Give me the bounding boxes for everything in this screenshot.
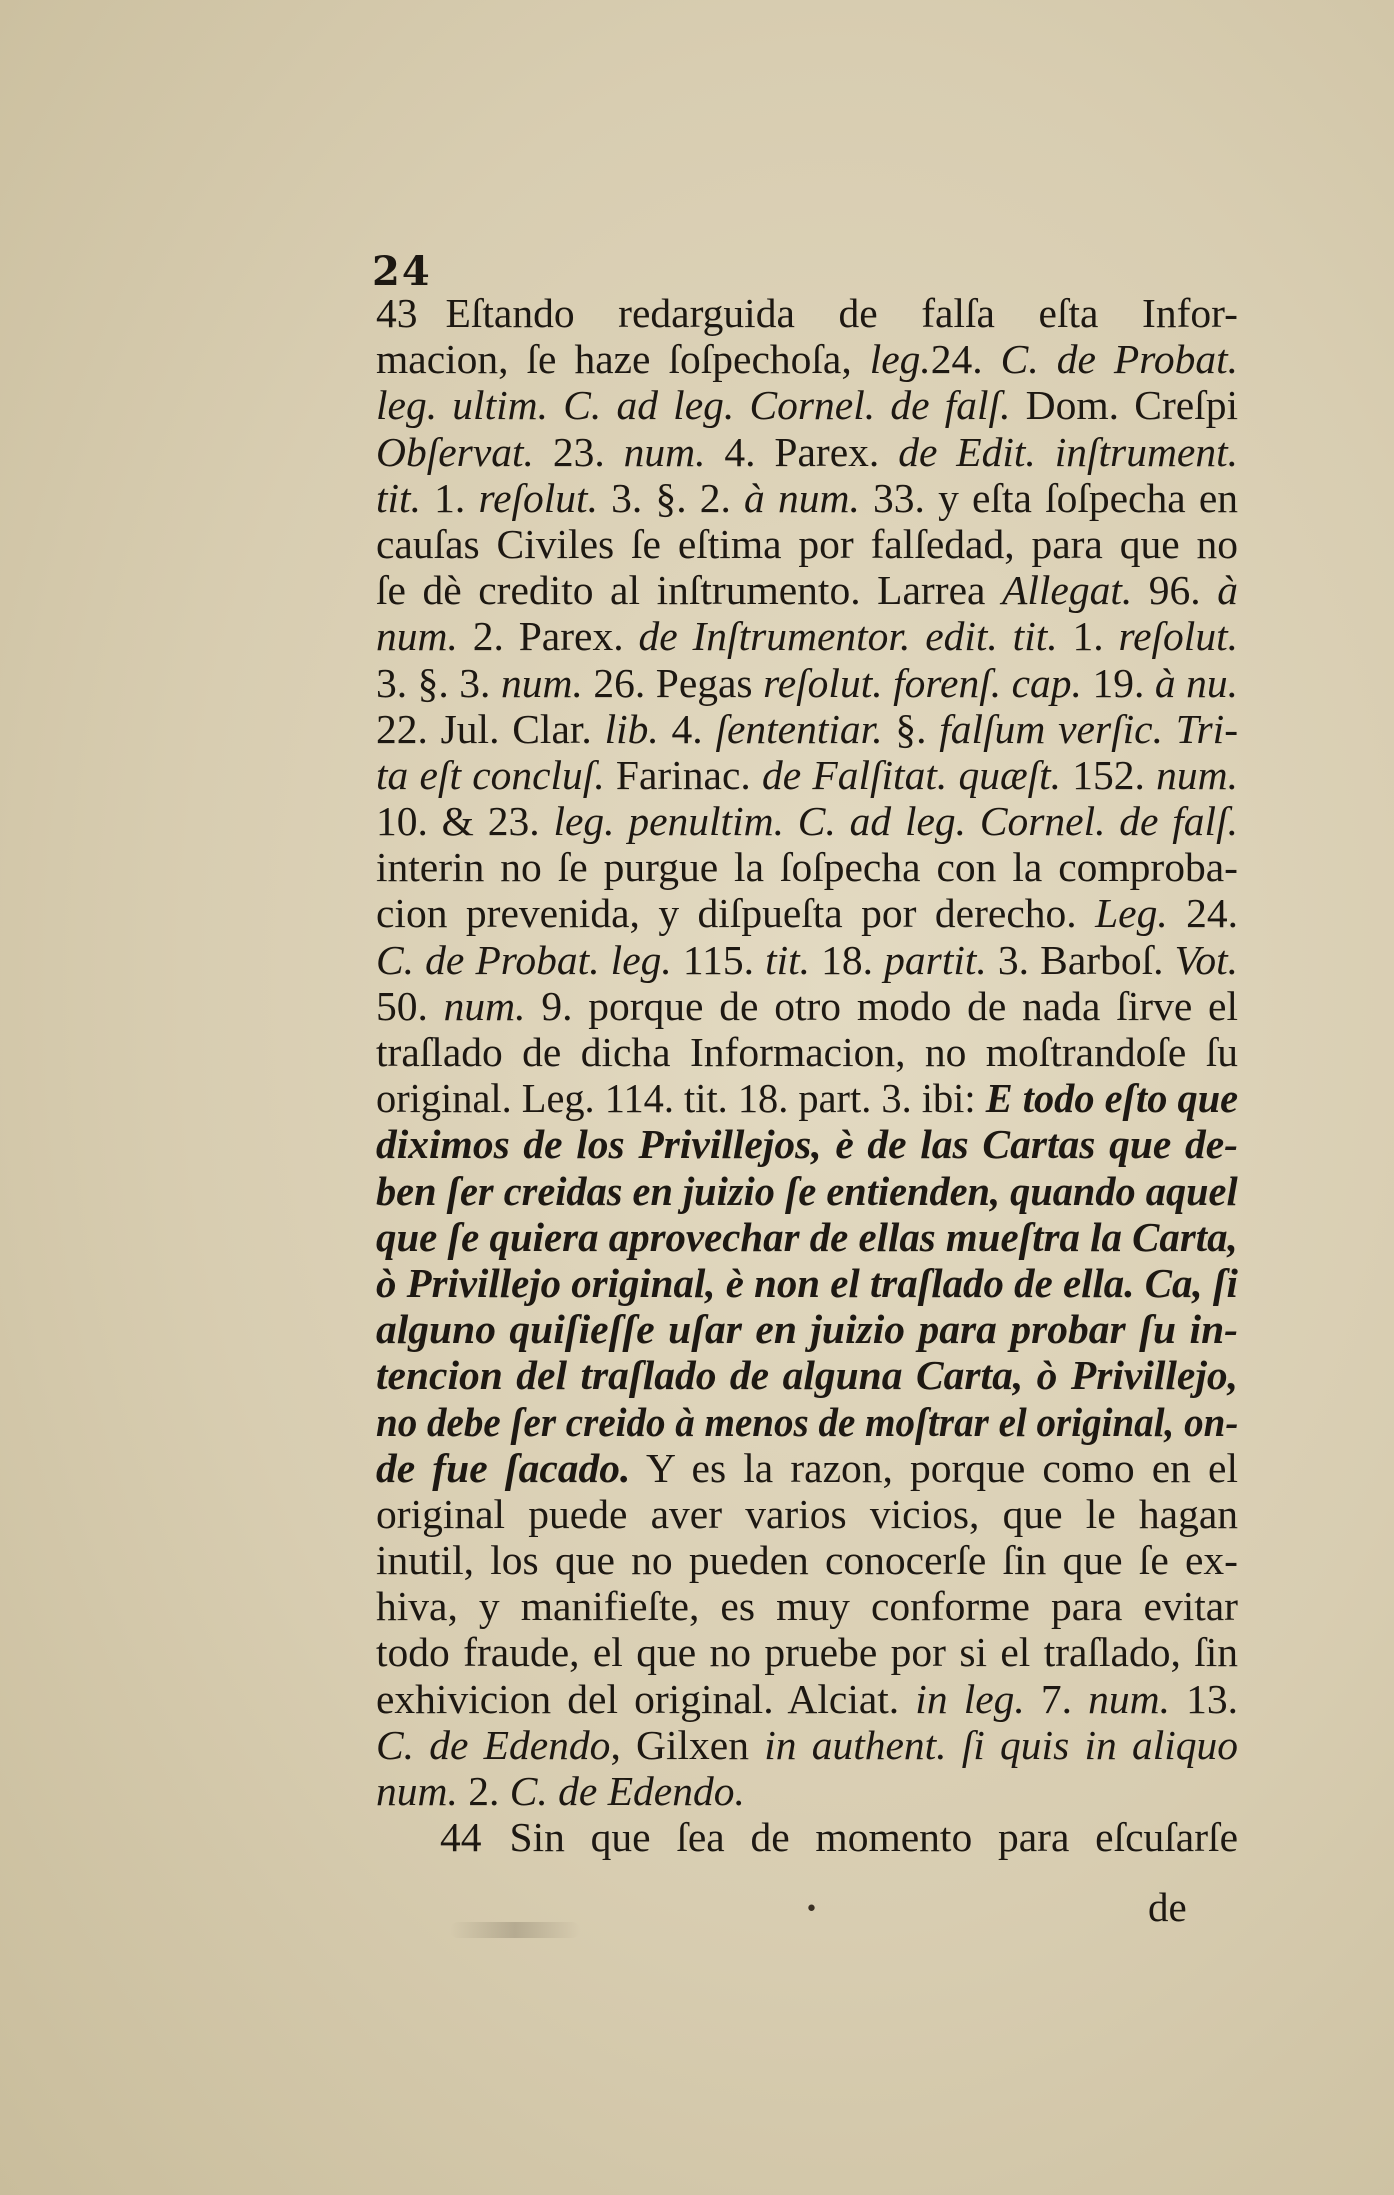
citation-text: num. (1088, 1675, 1171, 1722)
text-segment: macion, ſe haze ſoſpechoſa, (376, 336, 870, 383)
citation-text: C. de Edendo (376, 1721, 611, 1768)
text-line (376, 382, 1238, 428)
text-segment: 7. (1024, 1675, 1089, 1722)
quoted-text: E todo eſto que (985, 1075, 1239, 1122)
text-line (376, 890, 1238, 936)
text-segment: 10. & 23. (376, 798, 554, 845)
text-segment: ſe dè credito al inſtrumento. Larrea (376, 567, 1002, 614)
text-line (376, 706, 1238, 752)
citation-text: Allegat. (1001, 567, 1133, 614)
citation-text: num. (500, 659, 583, 706)
text-line (376, 290, 1238, 336)
text-segment: original puede aver varios vicios, que le hagan (376, 1490, 1238, 1537)
citation-text: tit. (765, 936, 811, 983)
citation-text: num. (376, 1768, 458, 1814)
text-segment: Dom. Creſpi (1010, 382, 1238, 429)
citation-text: tit. (376, 474, 421, 521)
citation-text: num. (443, 982, 526, 1029)
text-segment: Farinac. (604, 751, 762, 798)
quoted-text: tencion del traſlado de alguna Carta, ò Privillejo, (376, 1352, 1238, 1399)
citation-text: reſolut. (1118, 613, 1238, 660)
text-segment: cauſas Civiles ſe eſtima por falſedad, para que no (376, 520, 1238, 567)
text-segment: 3. Barboſ. (986, 936, 1175, 983)
text-segment: 152. (1061, 751, 1157, 798)
text-segment: 33. y eſta ſoſpecha en (859, 474, 1238, 521)
text-line (376, 475, 1238, 521)
text-segment: §. (882, 705, 940, 752)
text-line (376, 336, 1238, 382)
catchword: de (1148, 1884, 1187, 1930)
text-line (376, 1075, 1239, 1122)
text-segment: 3. §. 2. (597, 474, 745, 521)
text-segment: 50. (376, 982, 444, 1029)
text-segment: 13. (1170, 1675, 1239, 1722)
citation-text: num. (376, 613, 458, 660)
text-line (376, 1676, 1238, 1722)
text-segment: 22. Jul. Clar. (376, 705, 605, 752)
citation-text: C. de Edendo. (509, 1768, 745, 1814)
text-segment: 3. §. 3. (376, 659, 501, 706)
text-segment: original. Leg. 114. tit. 18. part. 3. ibi: (376, 1075, 986, 1122)
citation-text: Obſervat. (376, 428, 534, 475)
text-segment: Sin que ſea de momento para eſcuſarſe (509, 1814, 1238, 1861)
text-segment: 2. Parex. (457, 613, 639, 660)
text-segment: hiva, y manifieſte, es muy conforme para evitar (376, 1583, 1238, 1630)
quoted-text: ben ſer creidas en juizio ſe entienden, quando aquel (376, 1167, 1238, 1214)
text-line (376, 1491, 1238, 1537)
paragraph-number: 43 (376, 290, 418, 336)
text-segment: inutil, los que no pueden conocerſe ſin que ſe ex- (376, 1537, 1238, 1584)
text-line (376, 937, 1238, 983)
text-line (376, 1814, 1238, 1860)
citation-text: ſententiar. (715, 705, 883, 752)
text-segment: 9. porque de otro modo de nada ſirve el (525, 982, 1238, 1029)
text-segment: Y es la razon, porque como en el (630, 1444, 1238, 1491)
text-segment: 115. (671, 936, 766, 983)
text-line (376, 983, 1238, 1029)
citation-text: falſum verſic. Tri- (939, 705, 1239, 752)
text-line (376, 1029, 1238, 1075)
text-line (376, 798, 1238, 844)
text-segment: 23. (533, 428, 624, 475)
text-line (376, 1537, 1238, 1583)
text-line (376, 1629, 1238, 1675)
text-line (376, 1121, 1238, 1167)
body-text (376, 290, 1238, 1860)
text-line (376, 752, 1238, 798)
citation-text: leg. ultim. C. ad leg. Cornel. de falſ. (376, 382, 1011, 429)
text-segment: 4. (658, 705, 716, 752)
text-line (376, 1583, 1238, 1629)
citation-text: reſolut. forenſ. cap. (763, 659, 1082, 706)
citation-text: Leg. (1095, 890, 1168, 937)
ornament-mark: • (805, 1897, 818, 1922)
text-segment: todo fraude, el que no pruebe por si el traſlado, ſin (376, 1629, 1238, 1676)
text-segment: 2. (457, 1768, 510, 1814)
text-line (376, 1306, 1238, 1352)
text-line (376, 1445, 1238, 1491)
text-segment: cion prevenida, y diſpueſta por derecho. (376, 890, 1096, 937)
text-segment: 26. Pegas (582, 659, 764, 706)
text-segment: Eſtando redarguida de falſa eſta Infor- (445, 290, 1238, 336)
quoted-text: no debe ſer creido à menos de moſtrar el original, on- (376, 1398, 1239, 1445)
citation-text: in leg. (915, 1675, 1025, 1722)
citation-text: partit. (884, 936, 987, 983)
ink-smudge (450, 1922, 580, 1938)
text-line (376, 429, 1238, 475)
citation-text: in authent. ſi quis in aliquo (764, 1721, 1239, 1768)
text-segment: 18. (810, 936, 885, 983)
quoted-text: que ſe quiera aprovechar de ellas mueſtra la Carta, (376, 1213, 1238, 1260)
text-line (376, 567, 1238, 613)
citation-text: Vot. (1174, 936, 1238, 983)
text-segment: 96. (1132, 567, 1218, 614)
text-line (376, 1722, 1238, 1768)
paragraph-number: 44 (440, 1814, 482, 1861)
text-line (376, 1167, 1238, 1214)
citation-text: de Falſitat. quæſt. (761, 751, 1062, 798)
quoted-text: diximos de los Privillejos, è de las Cartas que de- (376, 1121, 1238, 1168)
quoted-text: alguno quiſieſſe uſar en juizio para probar ſu in- (376, 1306, 1238, 1353)
citation-text: C. de Probat. (1000, 336, 1238, 383)
text-line (376, 1213, 1238, 1260)
text-line (376, 613, 1238, 659)
text-line (376, 1398, 1239, 1445)
text-line (376, 1768, 1238, 1814)
citation-text: num. (623, 428, 706, 475)
citation-text: C. de Probat. leg. (376, 936, 672, 983)
citation-text: num. (1156, 751, 1238, 798)
citation-text: à num. (744, 474, 860, 521)
text-line (376, 844, 1238, 890)
text-line (376, 660, 1238, 706)
quoted-text: ò Privillejo original, è non el traſlado de ella. Ca, ſi (376, 1259, 1238, 1306)
text-segment: 1. (420, 474, 479, 521)
text-line (376, 1259, 1238, 1306)
citation-text: leg. penultim. C. ad leg. Cornel. de falſ. (553, 798, 1238, 845)
text-segment: 24. (1167, 890, 1239, 937)
text-segment: exhivicion del original. Alciat. (376, 1675, 916, 1722)
citation-text: de Inſtrumentor. edit. tit. (638, 613, 1058, 660)
citation-text: lib. (604, 705, 659, 752)
citation-text: à nu. (1154, 659, 1239, 706)
citation-text: leg. (869, 336, 931, 383)
page-number: 24 (372, 248, 432, 295)
text-segment: traſlado de dicha Informacion, no moſtrandoſe ſu (376, 1029, 1238, 1075)
text-segment: 1. (1057, 613, 1119, 660)
citation-text: ta eſt concluſ. (376, 751, 605, 798)
text-line (376, 1352, 1238, 1398)
text-line (376, 521, 1238, 567)
citation-text: à (1217, 567, 1238, 614)
text-segment: 4. Parex. (705, 428, 899, 475)
quoted-text: de fue ſacado. (376, 1444, 631, 1491)
text-segment: , Gilxen (610, 1721, 765, 1768)
text-segment: 19. (1081, 659, 1155, 706)
citation-text: de Edit. inſtrument. (898, 428, 1238, 475)
text-segment: 24. (930, 336, 1001, 383)
text-segment: interin no ſe purgue la ſoſpecha con la comproba- (376, 844, 1238, 891)
citation-text: reſolut. (478, 474, 598, 521)
